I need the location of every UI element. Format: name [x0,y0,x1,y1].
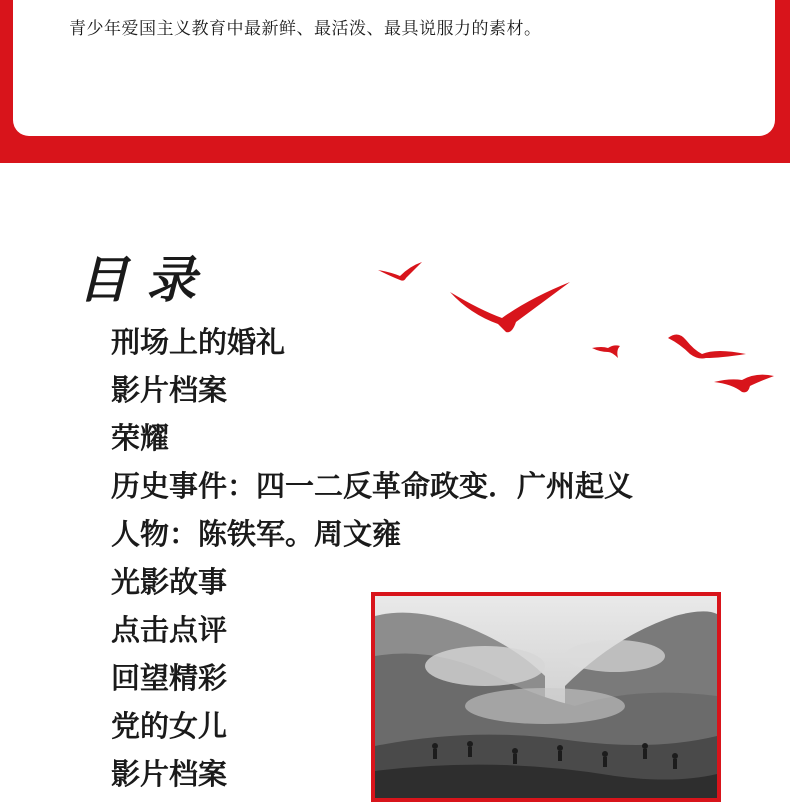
toc-item[interactable]: 影片档案 [111,757,228,791]
battle-scene-image [375,596,717,798]
top-red-band [0,0,790,163]
toc-item[interactable]: 点击点评 [111,613,228,647]
bird-icon [378,262,422,281]
toc-item[interactable]: 历史事件：四一二反革命政变．广州起义 [111,469,634,503]
toc-item[interactable]: 回望精彩 [111,661,228,695]
battle-scene-photo [375,596,717,798]
bird-icon [714,375,774,393]
toc-item[interactable]: 党的女儿 [111,709,228,743]
toc-item[interactable]: 人物：陈铁军。周文雍 [111,517,402,551]
intro-text: 青少年爱国主义教育中最新鲜、最活泼、最具说服力的素材。 [69,19,542,39]
photo-frame [371,592,721,802]
toc-item[interactable]: 影片档案 [111,373,228,407]
toc-item[interactable]: 刑场上的婚礼 [111,325,286,359]
bird-icon [668,334,746,358]
toc-heading: 目录 [78,250,214,309]
intro-card [13,0,775,136]
toc-item[interactable]: 光影故事 [111,565,228,599]
toc-item[interactable]: 荣耀 [111,421,170,455]
